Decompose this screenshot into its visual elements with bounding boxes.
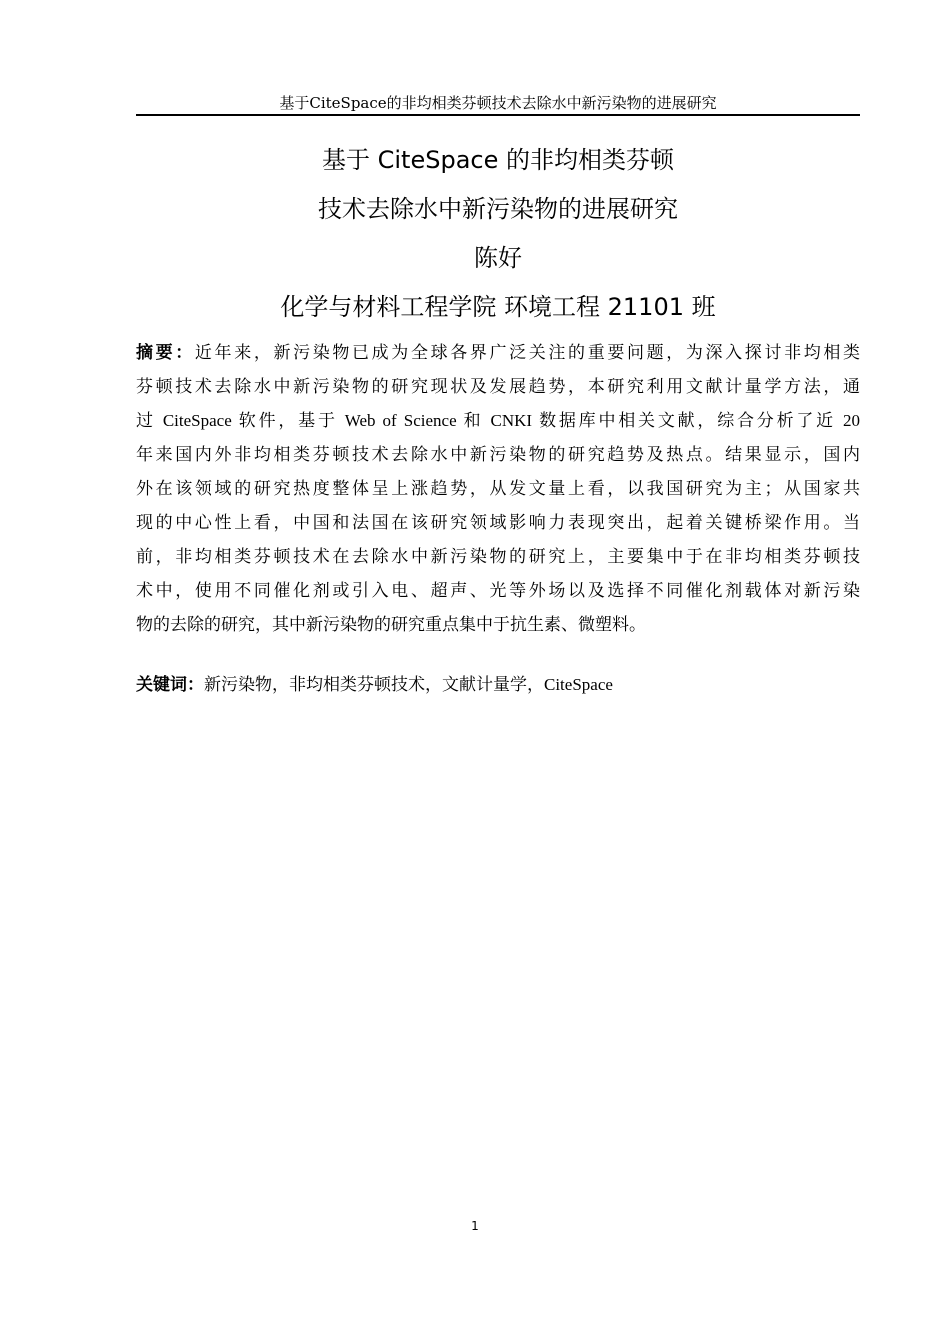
author-affiliation: 化学与材料工程学院 环境工程 21101 班 xyxy=(280,293,716,321)
running-header: 基于CiteSpace的非均相类芬顿技术去除水中新污染物的进展研究 xyxy=(136,92,860,116)
title-block xyxy=(136,142,860,338)
paper-title-line-1: 基于 CiteSpace 的非均相类芬顿 xyxy=(322,146,674,174)
keywords-text: 新污染物，非均相类芬顿技术，文献计量学，CiteSpace xyxy=(204,675,613,694)
abstract-line: 物的去除的研究，其中新污染物的研究重点集中于抗生素、微塑料。 xyxy=(136,615,646,634)
abstract-line: 芬顿技术去除水中新污染物的研究现状及发展趋势，本研究利用文献计量学方法，通 xyxy=(136,377,860,396)
abstract-line: 术中，使用不同催化剂或引入电、超声、光等外场以及选择不同催化剂载体对新污染 xyxy=(136,581,860,600)
abstract-line: 前，非均相类芬顿技术在去除水中新污染物的研究上，主要集中于在非均相类芬顿技 xyxy=(136,547,860,566)
abstract-line: 外在该领域的研究热度整体呈上涨趋势，从发文量上看，以我国研究为主；从国家共 xyxy=(136,479,860,498)
author-name: 陈好 xyxy=(474,244,522,272)
abstract-line xyxy=(136,336,860,370)
abstract-section xyxy=(136,336,860,642)
abstract-line: 过 CiteSpace 软件，基于 Web of Science 和 CNKI 数据库中相关文献，综合分析了近 20 xyxy=(136,411,860,430)
paper-title-line-2: 技术去除水中新污染物的进展研究 xyxy=(318,195,678,223)
keywords-label: 关键词： xyxy=(136,675,204,695)
abstract-line: 现的中心性上看，中国和法国在该研究领域影响力表现突出，起着关键桥梁作用。当 xyxy=(136,513,860,532)
abstract-label: 摘要： xyxy=(136,343,195,363)
keywords-section xyxy=(136,668,860,702)
abstract-text: 近年来，新污染物已成为全球各界广泛关注的重要问题，为深入探讨非均相类 xyxy=(194,343,861,362)
abstract-line: 年来国内外非均相类芬顿技术去除水中新污染物的研究趋势及热点。结果显示，国内 xyxy=(136,445,860,464)
page-number: 1 xyxy=(471,1219,479,1233)
